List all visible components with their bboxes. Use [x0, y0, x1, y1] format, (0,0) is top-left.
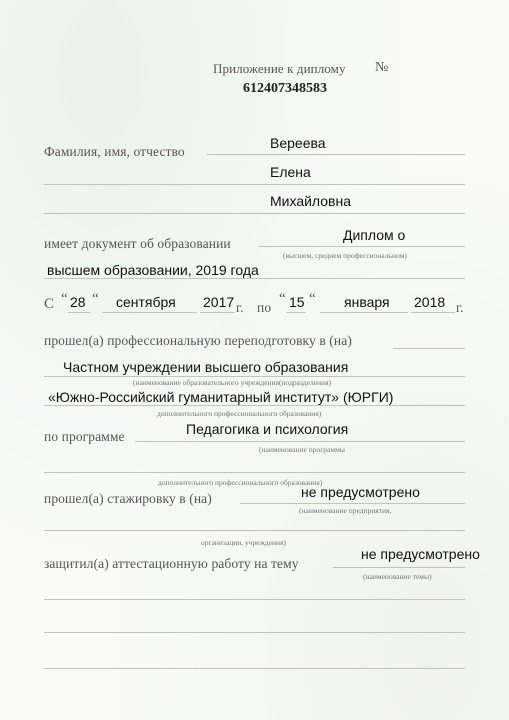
thesis-value: не предусмотрено — [361, 546, 480, 562]
fio-name: Елена — [270, 164, 311, 180]
program-hint: (наименование программы — [259, 445, 345, 454]
retraining-institution-1: Частном учреждении высшего образования — [63, 359, 349, 375]
fio-line-2 — [44, 184, 465, 185]
education-label: имеет документ об образовании — [44, 236, 231, 251]
fio-line-1 — [207, 154, 465, 155]
retraining-hint-2: дополнительного профессионального образования) — [157, 409, 322, 418]
retraining-institution-2: «Южно-Российский гуманитарный институт» (ЮРГИ) — [48, 389, 394, 405]
number-sign: № — [375, 60, 389, 75]
period-to-prefix: по — [257, 300, 272, 315]
dpo-hint: дополнительного профессионального образования) — [158, 478, 323, 487]
period-to-day-line — [286, 312, 306, 313]
internship-hint-1: (наименование предприятия, — [299, 506, 392, 515]
fio-line-3 — [44, 213, 465, 214]
fio-patronymic: Михайловна — [270, 193, 351, 209]
internship-line-2 — [44, 530, 465, 531]
fio-label: Фамилия, имя, отчество — [44, 144, 185, 159]
period-from-month: сентября — [116, 294, 176, 310]
internship-line — [240, 503, 465, 504]
period-to-month: января — [344, 294, 390, 310]
diploma-number: 612407348583 — [243, 81, 327, 96]
period-from-year: 2017 — [203, 294, 235, 310]
thesis-line — [333, 567, 465, 568]
period-to-year-line — [411, 312, 455, 313]
retraining-label-line — [393, 348, 465, 349]
period-quote-close-1: “ — [92, 291, 99, 307]
program-label: по программе — [44, 429, 125, 444]
period-to-year: 2018 — [414, 294, 446, 310]
education-value-1: Диплом о — [343, 227, 406, 243]
supplement-title: Приложение к диплому — [213, 61, 346, 76]
period-from-day-line — [68, 312, 90, 313]
internship-label: прошел(а) стажировку в (на) — [44, 491, 212, 506]
period-quote-open-2: “ — [279, 291, 286, 307]
period-to-month-line — [320, 312, 408, 313]
period-from-day: 28 — [70, 294, 86, 310]
period-year-suffix-2: г. — [456, 300, 464, 315]
program-value: Педагогика и психология — [186, 421, 349, 437]
period-year-suffix-1: г. — [236, 300, 244, 315]
education-line-2 — [44, 278, 465, 279]
education-value-2: высшем образовании, 2019 года — [47, 262, 259, 278]
retraining-hint-1: (наименование образовательного учреждения(подразделения) — [133, 378, 331, 387]
thesis-line-2 — [44, 599, 465, 600]
program-line-2 — [44, 472, 465, 473]
program-line — [135, 441, 465, 442]
period-from-month-line — [102, 312, 197, 313]
education-line-1 — [258, 246, 465, 247]
period-quote-close-2: “ — [309, 291, 316, 307]
retraining-line-1 — [44, 376, 465, 377]
thesis-hint: (наименование темы) — [363, 572, 432, 581]
internship-value: не предусмотрено — [301, 484, 420, 500]
thesis-line-3 — [44, 632, 465, 633]
fio-surname: Вереева — [270, 135, 326, 151]
internship-hint-2: организации, учреждения) — [201, 538, 286, 547]
period-from-year-line — [200, 312, 235, 313]
retraining-label: прошел(а) профессиональную переподготовку в (на) — [44, 333, 352, 348]
thesis-line-4 — [44, 668, 465, 669]
retraining-line-2 — [44, 405, 465, 406]
education-hint: (высшем, среднем профессиональном) — [283, 251, 407, 260]
period-to-day: 15 — [289, 294, 305, 310]
thesis-label: защитил(а) аттестационную работу на тему — [44, 556, 299, 571]
period-from-prefix: С — [44, 296, 55, 312]
period-quote-open-1: “ — [61, 291, 68, 307]
